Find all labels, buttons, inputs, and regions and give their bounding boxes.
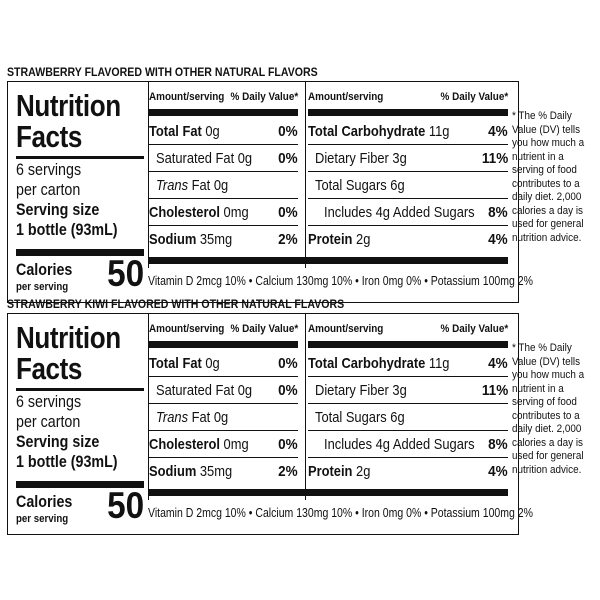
serving-size-label: Serving size <box>16 199 100 219</box>
nutrient-row-total-sugars: Total Sugars 6g <box>308 406 508 431</box>
servings-line-1: 6 servings <box>16 159 82 179</box>
column-divider <box>305 82 306 268</box>
nutrient-row-added-sugars: Includes 4g Added Sugars 8% <box>308 201 508 226</box>
vitamins-line: Vitamin D 2mcg 10% • Calcium 130mg 10% • Iron 0mg 0% • Potassium 100mg 2% <box>148 506 533 520</box>
label-heading: STRAWBERRY FLAVORED WITH OTHER NATURAL FLAVORS <box>7 67 318 79</box>
nutrient-row-dietary-fiber: Dietary Fiber 3g 11% <box>308 379 508 404</box>
nutrient-row-trans-fat: Trans Fat 0g <box>149 406 298 431</box>
amount-header: Amount/serving <box>149 323 225 335</box>
serving-size-label: Serving size <box>16 431 100 451</box>
amount-header: Amount/serving <box>308 91 384 103</box>
nutrient-row-trans-fat: Trans Fat 0g <box>149 174 298 199</box>
calories-block <box>8 253 144 300</box>
calories-sub: per serving <box>16 281 69 293</box>
dv-header: % Daily Value* <box>440 91 508 103</box>
nutrient-row-total-carbohydrate: Total Carbohydrate 11g 4% <box>308 352 508 377</box>
title-line-1: Nutrition <box>16 320 121 355</box>
header-rule <box>149 109 298 116</box>
nutrient-row-cholesterol: Cholesterol 0mg 0% <box>149 201 298 226</box>
nutrient-row-dietary-fiber: Dietary Fiber 3g 11% <box>308 147 508 172</box>
title-line-2: Facts <box>16 119 82 154</box>
calories-value: 50 <box>106 253 144 294</box>
title-line-2: Facts <box>16 351 82 386</box>
nutrient-row-total-fat: Total Fat 0g 0% <box>149 352 298 377</box>
header-rule <box>149 341 298 348</box>
serving-info-column <box>16 90 144 240</box>
nutrient-row-protein: Protein 2g 4% <box>308 231 508 248</box>
vitamins-rule <box>149 257 508 264</box>
dv-footnote: * The % Daily Value (DV) tells you how much a nutrient in a serving of food contributes to a daily diet. 2,000 calories a day is used for general nutrition advice. <box>512 110 585 244</box>
header-rule <box>308 341 508 348</box>
title-rule <box>16 156 144 159</box>
calories-block <box>8 485 144 532</box>
nutrient-row-total-fat: Total Fat 0g 0% <box>149 120 298 145</box>
nutrition-facts-panel <box>7 81 533 303</box>
dv-header: % Daily Value* <box>440 323 508 335</box>
nutrient-row-total-carbohydrate: Total Carbohydrate 11g 4% <box>308 120 508 145</box>
title-line-1: Nutrition <box>16 88 121 123</box>
calories-value: 50 <box>106 485 144 526</box>
servings-line-2: per carton <box>16 411 81 431</box>
label-heading: STRAWBERRY KIWI FLAVORED WITH OTHER NATURAL FLAVORS <box>7 299 345 311</box>
nutrient-row-sodium: Sodium 35mg 2% <box>149 463 298 480</box>
title-rule <box>16 388 144 391</box>
serving-size-value: 1 bottle (93mL) <box>16 219 118 239</box>
nutrient-row-sodium: Sodium 35mg 2% <box>149 231 298 248</box>
column-divider <box>305 314 306 500</box>
nutrient-row-total-sugars: Total Sugars 6g <box>308 174 508 199</box>
amount-header: Amount/serving <box>308 323 384 335</box>
calories-sub: per serving <box>16 513 69 525</box>
dv-footnote: * The % Daily Value (DV) tells you how much a nutrient in a serving of food contributes to a daily diet. 2,000 calories a day is used for general nutrition advice. <box>512 342 585 476</box>
dv-header: % Daily Value* <box>230 323 298 335</box>
header-rule <box>308 109 508 116</box>
servings-line-1: 6 servings <box>16 391 82 411</box>
vitamins-rule <box>149 489 508 496</box>
nutrient-row-saturated-fat: Saturated Fat 0g 0% <box>149 147 298 172</box>
nutrition-facts-panel <box>7 313 533 535</box>
vitamins-line: Vitamin D 2mcg 10% • Calcium 130mg 10% • Iron 0mg 0% • Potassium 100mg 2% <box>148 274 533 288</box>
serving-size-value: 1 bottle (93mL) <box>16 451 118 471</box>
calories-label: Calories <box>16 260 73 279</box>
serving-info-column <box>16 322 144 472</box>
calories-label: Calories <box>16 492 73 511</box>
nutrient-row-cholesterol: Cholesterol 0mg 0% <box>149 433 298 458</box>
dv-header: % Daily Value* <box>230 91 298 103</box>
nutrient-row-saturated-fat: Saturated Fat 0g 0% <box>149 379 298 404</box>
servings-line-2: per carton <box>16 179 81 199</box>
amount-header: Amount/serving <box>149 91 225 103</box>
nutrient-row-protein: Protein 2g 4% <box>308 463 508 480</box>
nutrient-row-added-sugars: Includes 4g Added Sugars 8% <box>308 433 508 458</box>
